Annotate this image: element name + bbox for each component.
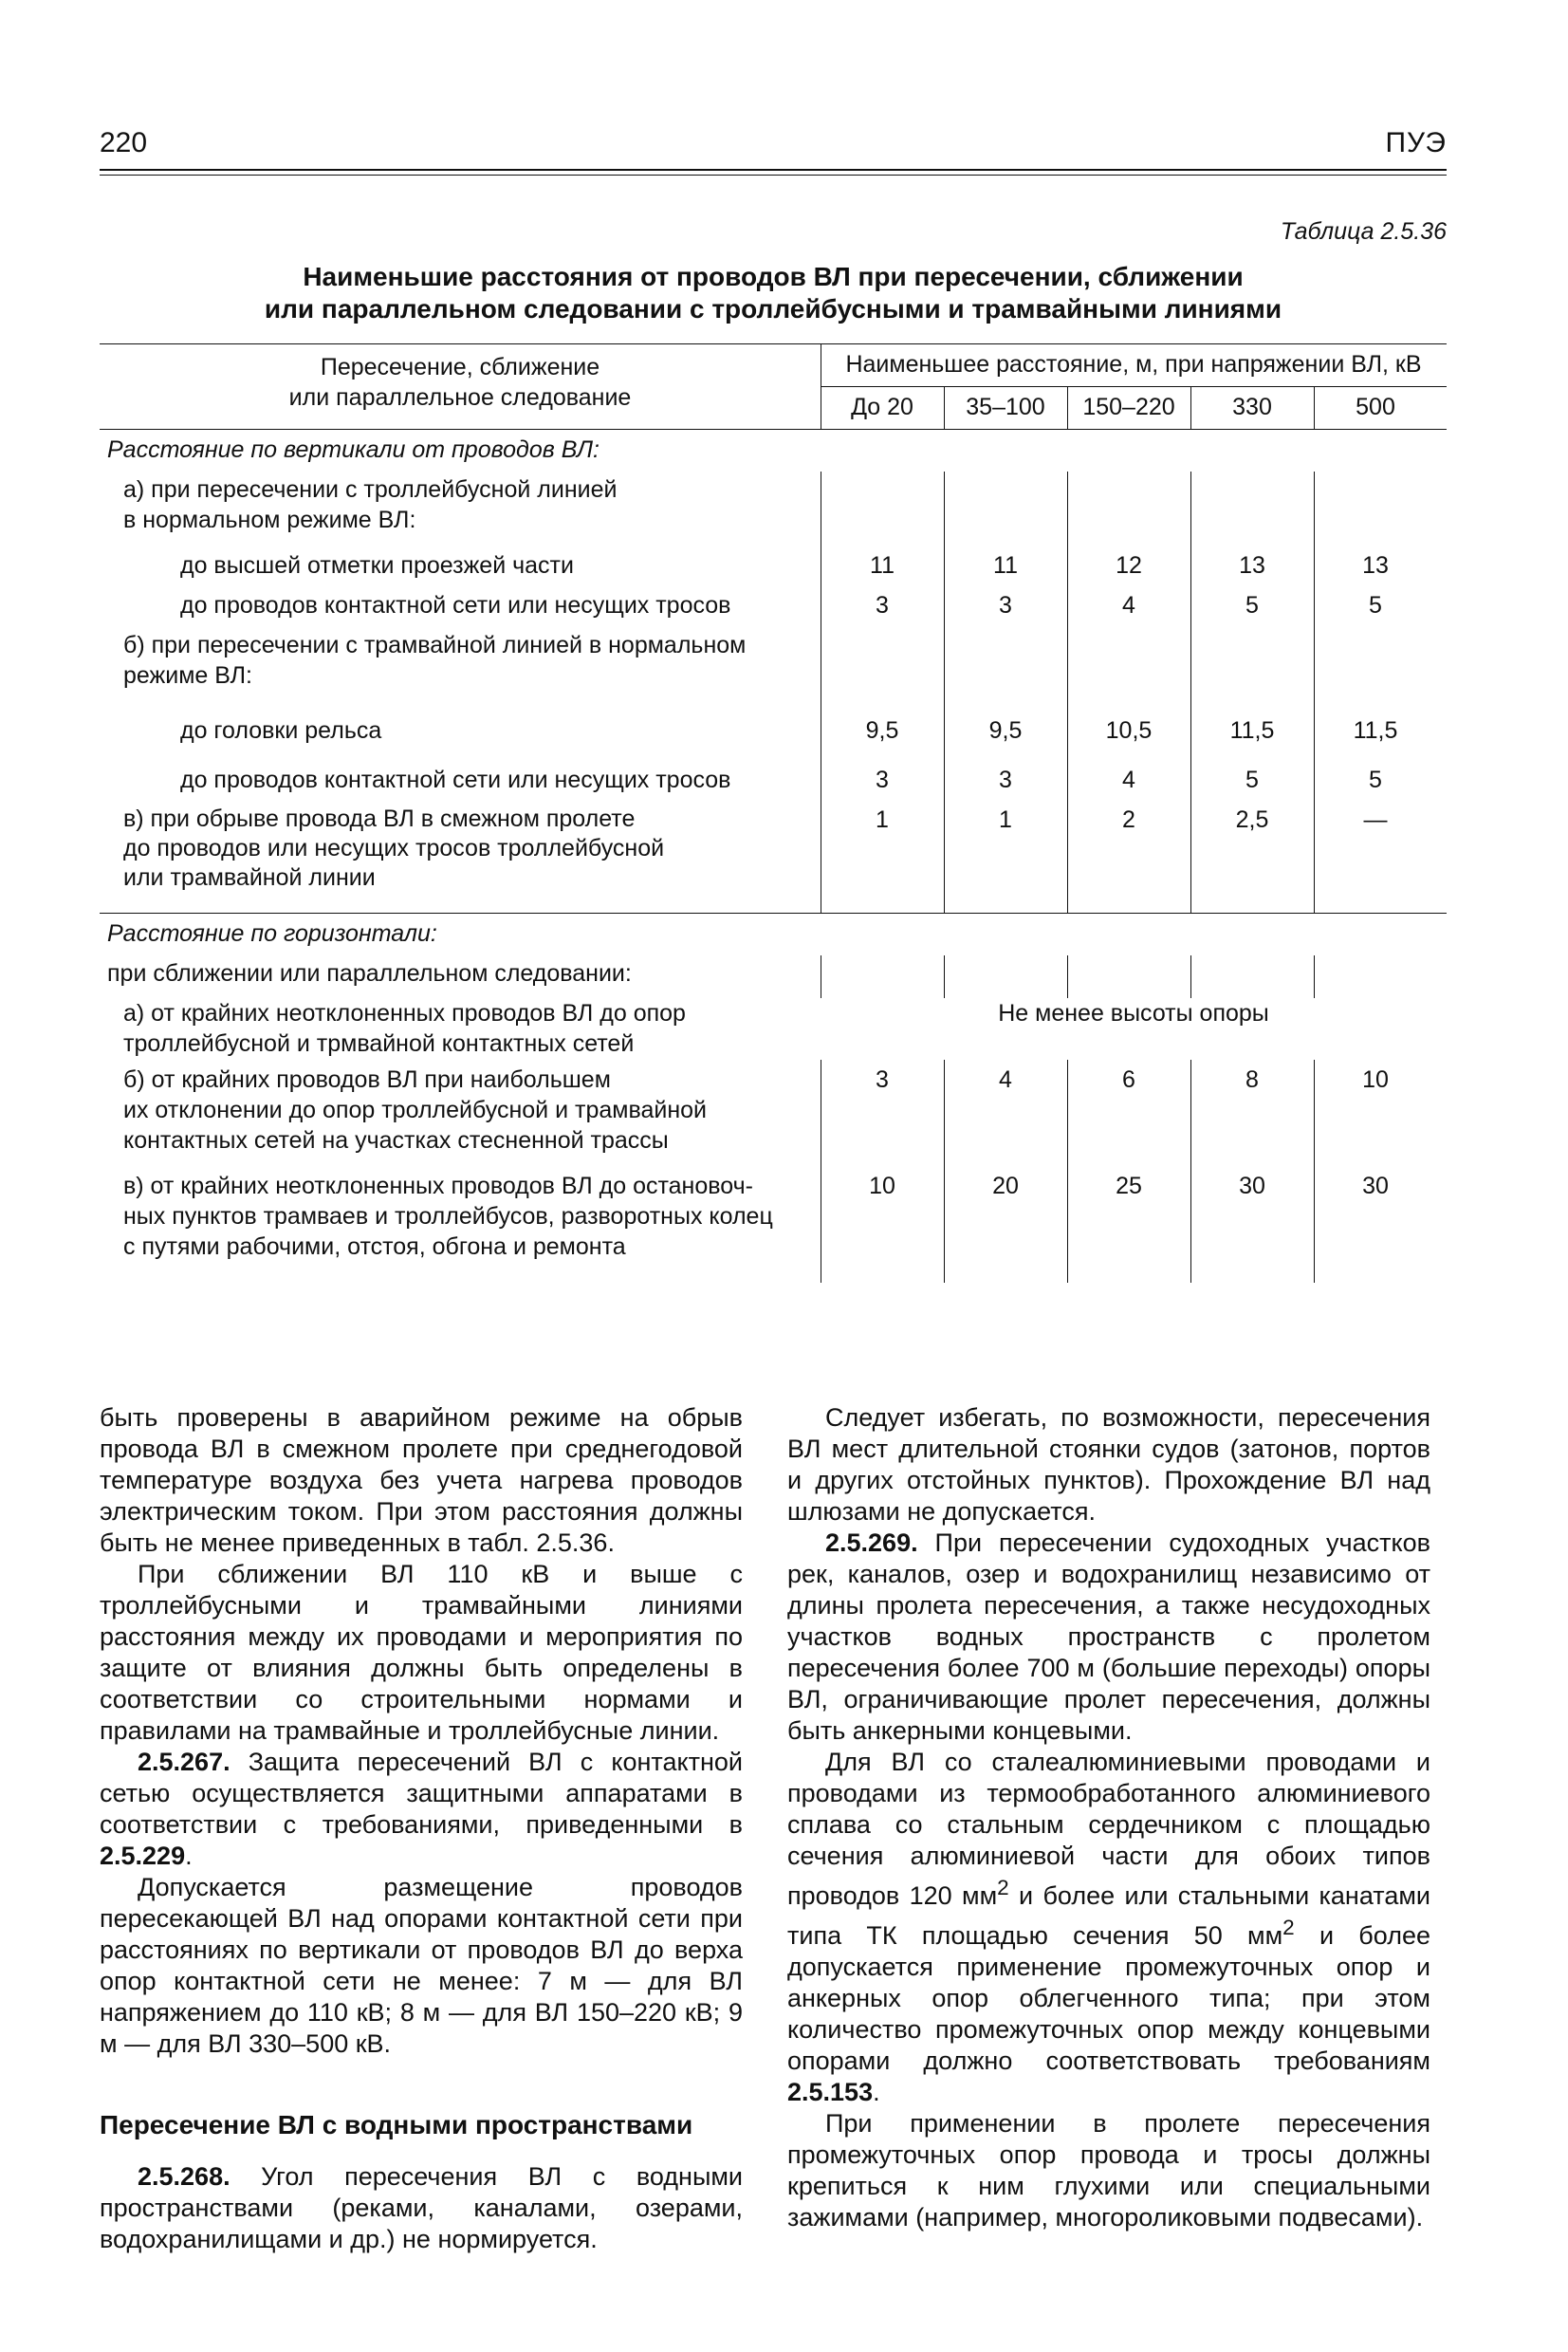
table-title-line-1: Наименьшие расстояния от проводов ВЛ при пересечении, сближении [303, 262, 1244, 291]
right-column [787, 1402, 1430, 2233]
row-b1-value: 9,5 [988, 717, 1023, 744]
paragraph: Для ВЛ со сталеалюминиевыми проводами и проводами из термообработанного алюминиевого сплава со стальным сердечником с площадью сечения алюминиевой части для обоих типов проводов 120 $мм^2$ и более или стальными канатами типа ТК площадью сечения 50 $мм^2$ и более допускается применение промежуточных опор и анкерных опор облегченного типа; при этом количество промежуточных опор между концевыми опорами должно соответствовать требованиям 2.5.153. [787, 1748, 1430, 2106]
head-voltage: 35–100 [966, 394, 1045, 420]
clause-number: 2.5.269. [825, 1528, 918, 1557]
paragraph: 2.5.267. Защита пересечений ВЛ с контактной сетью осуществляется защитными аппаратами в соответствии с требованиями, приведенными в 2.5.229. [100, 1748, 743, 1870]
row-b1-label: до головки рельса [180, 717, 382, 744]
table-vline-body [1190, 472, 1191, 913]
section-vertical: Расстояние по вертикали от проводов ВЛ: [107, 436, 600, 463]
row-a2-value: 3 [999, 592, 1012, 619]
table-vline-body [1190, 1060, 1191, 1283]
table-vline-body [1314, 1060, 1315, 1283]
book-title: ПУЭ [1385, 127, 1447, 158]
table-vline-body [944, 955, 945, 998]
table-vline-body [944, 1060, 945, 1283]
clause-number: 2.5.267. [138, 1748, 231, 1776]
row-hc-value: 30 [1362, 1173, 1389, 1199]
row-a1-value: 11 [993, 552, 1018, 579]
table-title [100, 261, 1447, 325]
table-vline-body [1067, 955, 1068, 998]
paragraph: Допускается размещение проводов пересекающей ВЛ над опорами контактной сети при расстояниях по вертикали от проводов ВЛ до верха опор контактной сети не менее: 7 м — для ВЛ напряжением до 110 кВ; 8 м — для ВЛ 150–220 кВ; 9 м — для ВЛ 330–500 кВ. [100, 1873, 743, 2058]
head-voltage: 500 [1356, 394, 1395, 420]
head-voltage: До 20 [851, 394, 913, 420]
header-rule-thin [100, 175, 1447, 176]
head-group: Наименьшее расстояние, м, при напряжении ВЛ, кВ [845, 351, 1422, 378]
row-b1-value: 11,5 [1353, 717, 1398, 744]
head-voltage: 150–220 [1082, 394, 1175, 420]
row-hc-value: 25 [1116, 1173, 1142, 1199]
row-hb-label: б) от крайних проводов ВЛ при наибольшем их отклонении до опор троллейбусной и трамвайной контактных сетей на участках стесненной трассы [123, 1066, 707, 1154]
row-b2-value: 5 [1369, 767, 1382, 793]
row-a1-value: 11 [870, 552, 895, 579]
row-b2-value: 3 [999, 767, 1012, 793]
table-rule-section [100, 913, 1447, 914]
table-title-line-2: или параллельном следовании с троллейбусными и трамвайными линиями [264, 294, 1282, 324]
row-b2-value: 3 [876, 767, 889, 793]
clause-number: 2.5.268. [138, 2162, 231, 2191]
paragraph: Следует избегать, по возможности, пересечения ВЛ мест длительной стоянки судов (затонов, портов и других отстойных пунктов). Прохождение ВЛ над шлюзами не допускается. [787, 1403, 1430, 1526]
paragraph: 2.5.269. При пересечении судоходных участков рек, каналов, озер и водохранилищ независимо от длины пролета пересечения, а также несудоходных участков водных пространств с пролетом пересечения более 700 м (большие переходы) опоры ВЛ, ограничивающие пролет пересечения, должны быть анкерными концевыми. [787, 1528, 1430, 1745]
row-hc-value: 10 [869, 1173, 895, 1199]
distance-table [100, 343, 1447, 1283]
table-vline-body [944, 472, 945, 913]
header-rule [100, 169, 1447, 171]
row-b1-value: 9,5 [865, 717, 899, 744]
paragraph: быть проверены в аварийном режиме на обрыв провода ВЛ в смежном пролете при среднегодовой температуре воздуха без учета нагрева проводов электрическим током. При этом расстояния должны быть не менее приведенных в табл. 2.5.36. [100, 1403, 743, 1557]
row-a-label: а) при пересечении с троллейбусной линией в нормальном режиме ВЛ: [123, 476, 618, 533]
row-c-value: — [1363, 806, 1388, 833]
row-a1-value: 13 [1239, 552, 1265, 579]
page-number: 220 [100, 127, 148, 158]
table-vline-body [1067, 1060, 1068, 1283]
table-vline-body [1067, 472, 1068, 913]
row-a2-value: 4 [1122, 592, 1135, 619]
row-a1-value: 12 [1116, 552, 1142, 579]
row-b1-value: 10,5 [1105, 717, 1153, 744]
table-vline-body [1314, 472, 1315, 913]
head-col1: Пересечение, сближение или параллельное следование [288, 354, 632, 411]
table-rule-head-group [821, 386, 1447, 387]
paragraph: 2.5.268. Угол пересечения ВЛ с водными пространствами (реками, каналами, озерами, водохранилищами и др.) не нормируется. [100, 2162, 743, 2253]
row-b2-value: 5 [1245, 767, 1259, 793]
superscript: 2 [1282, 1916, 1295, 1939]
row-a1-value: 13 [1362, 552, 1389, 579]
table-rule-top [100, 343, 1447, 344]
row-ha-value: Не менее высоты опоры [998, 1000, 1269, 1027]
row-b2-value: 4 [1122, 767, 1135, 793]
row-hc-label: в) от крайних неотклоненных проводов ВЛ до остановоч- ных пунктов трамваев и троллейбусов, разворотных колец с путями рабочими, отстоя, обгона и ремонта [123, 1173, 773, 1260]
row-c-value: 1 [999, 806, 1012, 833]
superscript: 2 [997, 1876, 1009, 1899]
row-hb-value: 8 [1245, 1066, 1259, 1093]
row-c-label: в) при обрыве провода ВЛ в смежном пролете до проводов или несущих тросов троллейбусной или трамвайной линии [123, 806, 665, 891]
table-vline-body [1190, 955, 1191, 998]
table-vline-body [1314, 955, 1315, 998]
row-hb-value: 4 [999, 1066, 1012, 1093]
row-a2-label: до проводов контактной сети или несущих тросов [180, 592, 731, 619]
head-voltage: 330 [1232, 394, 1272, 420]
row-hc-value: 30 [1239, 1173, 1265, 1199]
table-caption: Таблица 2.5.36 [1280, 218, 1447, 245]
row-c-value: 1 [876, 806, 889, 833]
page-header [100, 121, 1447, 178]
row-ha-label: а) от крайних неотклоненных проводов ВЛ до опор троллейбусной и трмвайной контактных сетей [123, 1000, 686, 1057]
row-a1-label: до высшей отметки проезжей части [180, 552, 574, 579]
clause-reference: 2.5.229 [100, 1842, 186, 1870]
row-c-value: 2 [1122, 806, 1135, 833]
clause-reference: 2.5.153 [787, 2078, 874, 2106]
row-hb-value: 3 [876, 1066, 889, 1093]
paragraph: При сближении ВЛ 110 кВ и выше с троллейбусными и трамвайными линиями расстояния между их проводами и мероприятия по защите от влияния должны быть определены в соответствии со строительными нормами и правилами на трамвайные и троллейбусные линии. [100, 1560, 743, 1745]
row-hc-value: 20 [992, 1173, 1019, 1199]
table-rule-head-bottom [100, 429, 1447, 430]
row-b1-value: 11,5 [1229, 717, 1275, 744]
row-hb-value: 10 [1362, 1066, 1389, 1093]
left-column [100, 1402, 743, 2255]
section-horizontal: Расстояние по горизонтали: [107, 920, 437, 947]
row-hb-value: 6 [1122, 1066, 1135, 1093]
row-a2-value: 3 [876, 592, 889, 619]
section-heading: Пересечение ВЛ с водными пространствами [100, 2110, 693, 2139]
row-b-label: б) при пересечении с трамвайной линией в нормальном режиме ВЛ: [123, 632, 747, 689]
row-b2-label: до проводов контактной сети или несущих тросов [180, 767, 731, 793]
row-a2-value: 5 [1245, 592, 1259, 619]
row-a2-value: 5 [1369, 592, 1382, 619]
paragraph: При применении в пролете пересечения промежуточных опор провода и тросы должны крепиться к ним глухими или специальными зажимами (например, многороликовыми подвесами). [787, 2109, 1430, 2232]
row-h-intro: при сближении или параллельном следовании: [107, 960, 632, 987]
row-c-value: 2,5 [1235, 806, 1269, 833]
